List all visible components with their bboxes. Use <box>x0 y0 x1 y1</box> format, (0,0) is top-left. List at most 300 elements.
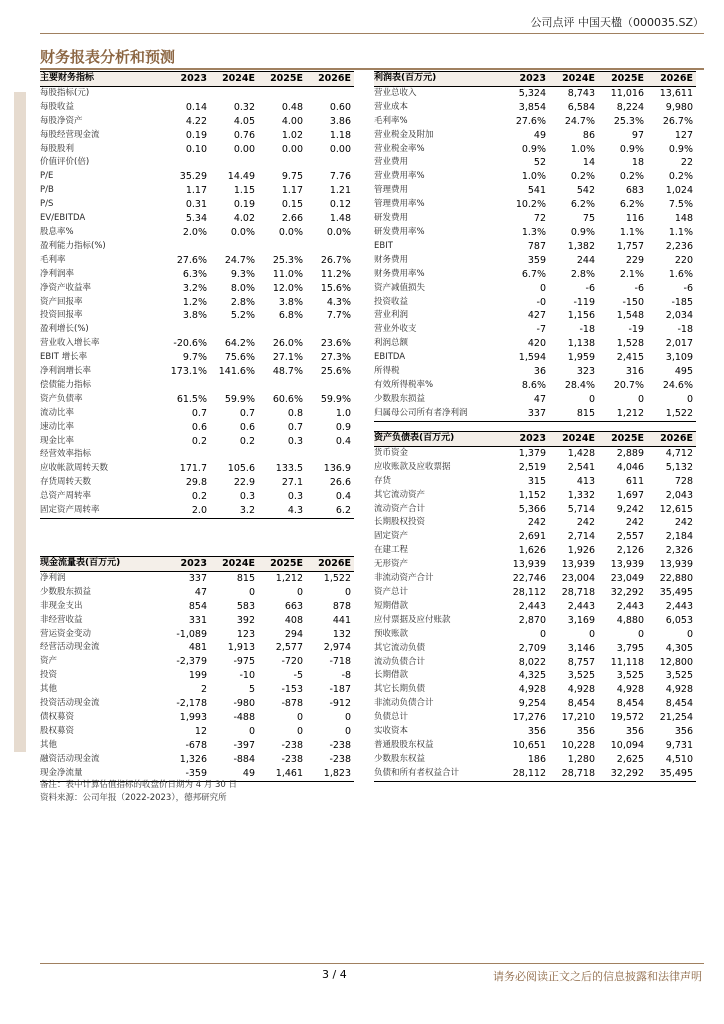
cell-value: 123 <box>236 628 255 640</box>
cell-value <box>162 448 210 462</box>
row-label: 流动资产合计 <box>374 503 426 514</box>
table-row <box>40 435 354 449</box>
cell-value: 6.2% <box>619 199 644 211</box>
cell-value: 0 <box>344 711 351 723</box>
cell-value: 1.15 <box>233 185 255 197</box>
row-label: 债权募资 <box>40 711 75 722</box>
table-row <box>40 393 354 407</box>
cell-value: 3,169 <box>567 614 595 626</box>
cell-value: 22,746 <box>512 573 546 585</box>
row-label: 每股股利 <box>40 143 75 154</box>
cell-value: 28.4% <box>564 379 595 391</box>
cell-value: -678 <box>185 739 207 751</box>
footer-divider <box>40 963 704 964</box>
row-label: P/E <box>40 171 54 182</box>
cell-value: 5.2% <box>230 310 255 322</box>
cell-value: 24.7% <box>564 115 595 127</box>
cell-value: 21,254 <box>659 712 693 724</box>
cell-value: 35,495 <box>647 767 696 781</box>
row-label: 资产负债表(百万元) <box>374 432 500 447</box>
cell-value <box>258 323 306 337</box>
cell-value: 2023 <box>500 72 549 87</box>
cell-value: 0.00 <box>233 143 255 155</box>
cell-value: 86 <box>582 129 595 141</box>
table-row <box>40 101 354 115</box>
row-label: 少数股东损益 <box>374 393 426 404</box>
cell-value: -980 <box>233 698 255 710</box>
notes <box>40 779 237 805</box>
table-row <box>40 115 354 129</box>
cell-value: 3,109 <box>665 352 693 364</box>
cell-value: 331 <box>188 614 207 626</box>
cell-value: 47 <box>533 393 546 405</box>
cell-value: 2026E <box>306 557 354 572</box>
row-label: 普通股股东权益 <box>374 739 434 750</box>
table-row <box>40 323 354 337</box>
cell-value: 242 <box>674 517 693 529</box>
row-label: 总资产周转率 <box>40 491 92 502</box>
cell-value: -2,178 <box>176 698 207 710</box>
cell-value: 0.19 <box>233 199 255 211</box>
cell-value: 9,731 <box>665 739 693 751</box>
row-label: 其它流动负债 <box>374 642 426 653</box>
row-label: 负债和所有者权益合计 <box>374 767 500 781</box>
table-row <box>374 170 696 184</box>
row-label: 资产总计 <box>374 586 409 597</box>
row-label: 归属母公司所有者净利润 <box>374 407 500 421</box>
cell-value: 2,870 <box>518 614 546 626</box>
cell-value: 23,004 <box>561 573 595 585</box>
row-label: 非流动负债合计 <box>374 698 434 709</box>
row-label: 资产减值损失 <box>374 282 426 293</box>
cell-value: 0.3 <box>239 491 255 503</box>
cell-value: 2024E <box>210 557 258 572</box>
cell-value: 5,366 <box>518 503 546 515</box>
cell-value: 0 <box>637 628 644 640</box>
cell-value: 0.0% <box>326 226 351 238</box>
cell-value: 27.1 <box>281 477 303 489</box>
table-row <box>374 697 696 711</box>
report-header: 公司点评 中国天楹（000035.SZ） <box>530 16 704 29</box>
row-label: 融资活动现金流 <box>40 753 100 764</box>
cell-value: 148 <box>674 213 693 225</box>
row-label: 营业总收入 <box>374 87 417 98</box>
cell-value: 1,212 <box>275 572 303 584</box>
table-row <box>40 600 354 614</box>
cell-value: 173.1% <box>170 366 207 378</box>
cell-value: 2024E <box>549 72 598 87</box>
cell-value: 2.0% <box>182 226 207 238</box>
row-label: 其它长期负债 <box>374 684 426 695</box>
cell-value: 10.2% <box>515 199 546 211</box>
cell-value: 1,959 <box>567 352 595 364</box>
cell-value: 8,743 <box>567 87 595 99</box>
cell-value: 14.49 <box>227 171 255 183</box>
row-label: 研发费用 <box>374 213 409 224</box>
cell-value: 10,651 <box>512 739 546 751</box>
cell-value: 0.4 <box>335 491 351 503</box>
cell-value: 2,043 <box>665 489 693 501</box>
cell-value: 3.86 <box>329 115 351 127</box>
cell-value: 229 <box>625 254 644 266</box>
cell-value: 0.48 <box>281 101 303 113</box>
cell-value: 2026E <box>306 72 354 87</box>
cell-value: 9,980 <box>665 101 693 113</box>
table-row <box>40 739 354 753</box>
footer-disclaimer: 请务必阅读正文之后的信息披露和法律声明 <box>493 970 702 983</box>
cell-value: 11,118 <box>610 656 644 668</box>
cell-value: 12.0% <box>272 282 303 294</box>
cell-value: 27.3% <box>320 352 351 364</box>
cell-value: 2025E <box>598 72 647 87</box>
cell-value <box>258 448 306 462</box>
row-label: 长期股权投资 <box>374 517 426 528</box>
row-label: 财务费用 <box>374 254 409 265</box>
row-label: 无形资产 <box>374 559 409 570</box>
row-label: 利润总额 <box>374 338 409 349</box>
cell-value: 2,443 <box>567 600 595 612</box>
cell-value: 0 <box>637 393 644 405</box>
cell-value: 8,022 <box>518 656 546 668</box>
table-row <box>374 558 696 572</box>
table-row <box>374 296 696 310</box>
table-row <box>374 309 696 323</box>
row-label: 偿债能力指标 <box>40 379 92 390</box>
cell-value: 8,454 <box>567 698 595 710</box>
cell-value: -2,379 <box>176 656 207 668</box>
cell-value: 2,557 <box>616 531 644 543</box>
cell-value <box>210 86 258 100</box>
cell-value: 25.3% <box>272 254 303 266</box>
cell-value: 356 <box>625 726 644 738</box>
cell-value: 427 <box>527 310 546 322</box>
cell-value: 17,276 <box>512 712 546 724</box>
cell-value: 0 <box>686 393 693 405</box>
row-label: 实收资本 <box>374 726 409 737</box>
cell-value <box>162 156 210 170</box>
cell-value: 26.0% <box>272 338 303 350</box>
cell-value: 0.7 <box>287 421 303 433</box>
table-row <box>374 156 696 170</box>
cell-value: 0 <box>686 628 693 640</box>
cell-value: 6.8% <box>278 310 303 322</box>
cell-value: 1.17 <box>185 185 207 197</box>
table-row <box>40 240 354 254</box>
row-label: 营业外收支 <box>374 324 417 335</box>
cell-value: 1,926 <box>567 545 595 557</box>
table-row <box>40 571 354 585</box>
cell-value: 542 <box>576 185 595 197</box>
cell-value <box>258 240 306 254</box>
cell-value: 0.8 <box>287 407 303 419</box>
table-row <box>40 614 354 628</box>
cell-value: 1,428 <box>567 447 595 459</box>
table-row <box>374 282 696 296</box>
cell-value: 0.76 <box>233 129 255 141</box>
cell-value: 0.10 <box>185 143 207 155</box>
cell-value: 3,795 <box>616 642 644 654</box>
cell-value <box>162 323 210 337</box>
cell-value: 2,577 <box>275 642 303 654</box>
cell-value: 2023 <box>162 557 210 572</box>
cell-value: -488 <box>233 711 255 723</box>
cell-value: 683 <box>625 185 644 197</box>
cell-value: 0.9% <box>668 143 693 155</box>
cell-value <box>306 156 354 170</box>
row-label: 投资收益 <box>374 296 409 307</box>
cell-value: 10,094 <box>610 739 644 751</box>
cell-value: 3.2 <box>210 504 258 518</box>
cell-value: 64.2% <box>224 338 255 350</box>
cell-value: 0.00 <box>329 143 351 155</box>
table-row <box>40 170 354 184</box>
cell-value <box>210 156 258 170</box>
cell-value: -238 <box>281 753 303 765</box>
cell-value: 0.00 <box>281 143 303 155</box>
cell-value: 12,615 <box>659 503 693 515</box>
cell-value: 0.2 <box>191 491 207 503</box>
cell-value: 2,034 <box>665 310 693 322</box>
cell-value: 9,242 <box>616 503 644 515</box>
row-label: 现金比率 <box>40 435 75 446</box>
balance-sheet-table <box>374 431 696 782</box>
table-row <box>40 504 354 518</box>
row-label: 盈利能力指标(%) <box>40 240 106 251</box>
row-label: 毛利率% <box>374 115 408 126</box>
cell-value: 0 <box>539 628 546 640</box>
cell-value: 0.4 <box>335 435 351 447</box>
table-row <box>374 86 696 100</box>
cell-value: 2024E <box>549 432 598 447</box>
cell-value: 13,611 <box>659 87 693 99</box>
table-row <box>374 614 696 628</box>
cell-value: 13,939 <box>610 559 644 571</box>
cell-value: 2023 <box>500 432 549 447</box>
table-row <box>374 323 696 337</box>
row-label: 利润表(百万元) <box>374 72 500 87</box>
cell-value <box>306 448 354 462</box>
cell-value: 0.0% <box>230 226 255 238</box>
cell-value: -238 <box>281 739 303 751</box>
cell-value: 1,024 <box>665 185 693 197</box>
row-label: 投资活动现金流 <box>40 698 100 709</box>
row-label: 主要财务指标 <box>40 72 162 87</box>
cell-value: -720 <box>281 656 303 668</box>
cell-value: 2,625 <box>616 753 644 765</box>
cell-value <box>162 86 210 100</box>
cell-value: 1.0% <box>521 171 546 183</box>
row-label: 所得税 <box>374 366 400 377</box>
cell-value: 8,224 <box>616 101 644 113</box>
cell-value: -150 <box>622 296 644 308</box>
cell-value: 294 <box>284 628 303 640</box>
cell-value: -238 <box>329 739 351 751</box>
cell-value: 1,626 <box>518 545 546 557</box>
cell-value: 12,800 <box>659 656 693 668</box>
row-label: 营业税金率% <box>374 143 425 154</box>
cell-value: 27.1% <box>272 352 303 364</box>
row-label: 负债总计 <box>374 712 409 723</box>
row-label: 每股指标(元) <box>40 87 90 98</box>
cell-value: 4,305 <box>665 642 693 654</box>
cell-value: 49 <box>210 767 258 781</box>
cell-value: 1.2% <box>182 296 207 308</box>
cell-value: 12 <box>194 725 207 737</box>
cell-value: 1.1% <box>668 226 693 238</box>
cell-value: -6 <box>585 282 595 294</box>
cell-value: -119 <box>573 296 595 308</box>
table-row <box>40 351 354 365</box>
cell-value: 2025E <box>258 72 306 87</box>
cell-value: 0.9% <box>521 143 546 155</box>
cell-value: 0.3 <box>287 491 303 503</box>
cell-value: 2025E <box>258 557 306 572</box>
cell-value: 6.7% <box>521 268 546 280</box>
cell-value: 97 <box>631 129 644 141</box>
row-label: 股权募资 <box>40 725 75 736</box>
cell-value: 27.6% <box>176 254 207 266</box>
cell-value <box>210 240 258 254</box>
cell-value <box>258 86 306 100</box>
cell-value: 2,889 <box>616 447 644 459</box>
cell-value: 0.15 <box>281 199 303 211</box>
cell-value: 323 <box>576 366 595 378</box>
cell-value: 356 <box>576 726 595 738</box>
table-row <box>374 600 696 614</box>
cell-value: 0.3 <box>287 435 303 447</box>
cell-value: 25.6% <box>320 366 351 378</box>
row-label: 投资 <box>40 670 58 681</box>
row-label: 应收账款及应收票据 <box>374 461 451 472</box>
table-row <box>374 365 696 379</box>
table-row <box>374 101 696 115</box>
cell-value: 1.17 <box>281 185 303 197</box>
cell-value: 392 <box>236 614 255 626</box>
table-row <box>374 725 696 739</box>
table-row <box>40 129 354 143</box>
row-label: 应收帐款周转天数 <box>40 463 109 474</box>
cell-value: 1,379 <box>518 447 546 459</box>
table-row <box>374 446 696 460</box>
cell-value: 3.8% <box>182 310 207 322</box>
cell-value: 2.1% <box>619 268 644 280</box>
cell-value: 2,691 <box>518 531 546 543</box>
table-row <box>40 655 354 669</box>
table-row <box>374 461 696 475</box>
cell-value: 854 <box>188 600 207 612</box>
cell-value: 4.3% <box>326 296 351 308</box>
cell-value <box>210 448 258 462</box>
table-row <box>40 628 354 642</box>
table-row <box>40 212 354 226</box>
row-label: 有效所得税率% <box>374 379 434 390</box>
cell-value: -1,089 <box>176 628 207 640</box>
cell-value: 132 <box>332 628 351 640</box>
cell-value: 1.0% <box>570 143 595 155</box>
table-row <box>374 767 696 781</box>
cell-value: 408 <box>284 614 303 626</box>
cell-value: 1.0 <box>335 407 351 419</box>
row-label: 现金净流量 <box>40 767 162 781</box>
table-row <box>374 586 696 600</box>
cell-value: 244 <box>576 254 595 266</box>
cell-value <box>306 379 354 393</box>
table-row <box>40 669 354 683</box>
table-row <box>374 628 696 642</box>
cell-value: 2,184 <box>665 531 693 543</box>
table-row <box>40 753 354 767</box>
cell-value: 171.7 <box>179 463 207 475</box>
table-row <box>40 198 354 212</box>
cell-value: 359 <box>527 254 546 266</box>
table-row <box>40 309 354 323</box>
row-label: EBIT 增长率 <box>40 352 88 363</box>
row-label: 每股经营现金流 <box>40 129 100 140</box>
cell-value: 337 <box>500 407 549 421</box>
cell-value: -6 <box>634 282 644 294</box>
cell-value: 787 <box>527 240 546 252</box>
cell-value: 5,714 <box>567 503 595 515</box>
cell-value: 0.7 <box>239 407 255 419</box>
cell-value <box>210 379 258 393</box>
row-label: 其它流动资产 <box>374 489 426 500</box>
table-row <box>374 198 696 212</box>
cell-value: 2,415 <box>616 352 644 364</box>
cell-value: 27.6% <box>515 115 546 127</box>
cell-value: 7.76 <box>329 171 351 183</box>
cell-value: 0.0% <box>278 226 303 238</box>
cell-value: -18 <box>579 324 595 336</box>
row-label: 净利润率 <box>40 268 75 279</box>
table-row <box>40 254 354 268</box>
cell-value: 2023 <box>162 72 210 87</box>
row-label: 流动比率 <box>40 407 75 418</box>
cell-value: 5 <box>248 684 255 696</box>
cell-value: 420 <box>527 338 546 350</box>
row-label: EV/EBITDA <box>40 213 86 224</box>
cell-value: 356 <box>674 726 693 738</box>
cell-value: 2,443 <box>518 600 546 612</box>
table-row <box>40 86 354 100</box>
cell-value: 36 <box>533 366 546 378</box>
cell-value: 4,928 <box>567 684 595 696</box>
row-label: 营业收入增长率 <box>40 338 100 349</box>
row-label: 经营活动现金流 <box>40 642 100 653</box>
cell-value: 23.6% <box>320 338 351 350</box>
cell-value: 24.7% <box>224 254 255 266</box>
cell-value: 28,112 <box>512 586 546 598</box>
cell-value: 0 <box>296 711 303 723</box>
cell-value: 15.6% <box>320 282 351 294</box>
cell-value: 48.7% <box>272 366 303 378</box>
cell-value: -912 <box>329 698 351 710</box>
cell-value: 1.3% <box>521 226 546 238</box>
cell-value: -878 <box>281 698 303 710</box>
row-label: 少数股东损益 <box>40 586 92 597</box>
row-label: EBIT <box>374 240 393 251</box>
table-row <box>374 393 696 407</box>
cell-value: 32,292 <box>610 586 644 598</box>
cell-value: -10 <box>239 670 255 682</box>
cell-value: 1.21 <box>329 185 351 197</box>
cell-value: -0 <box>536 296 546 308</box>
cell-value: 3,525 <box>665 670 693 682</box>
table-row <box>40 697 354 711</box>
row-label: EBITDA <box>374 352 406 363</box>
cell-value: 20.7% <box>613 379 644 391</box>
cell-value: 6.3% <box>182 268 207 280</box>
cell-value: 11.0% <box>272 268 303 280</box>
